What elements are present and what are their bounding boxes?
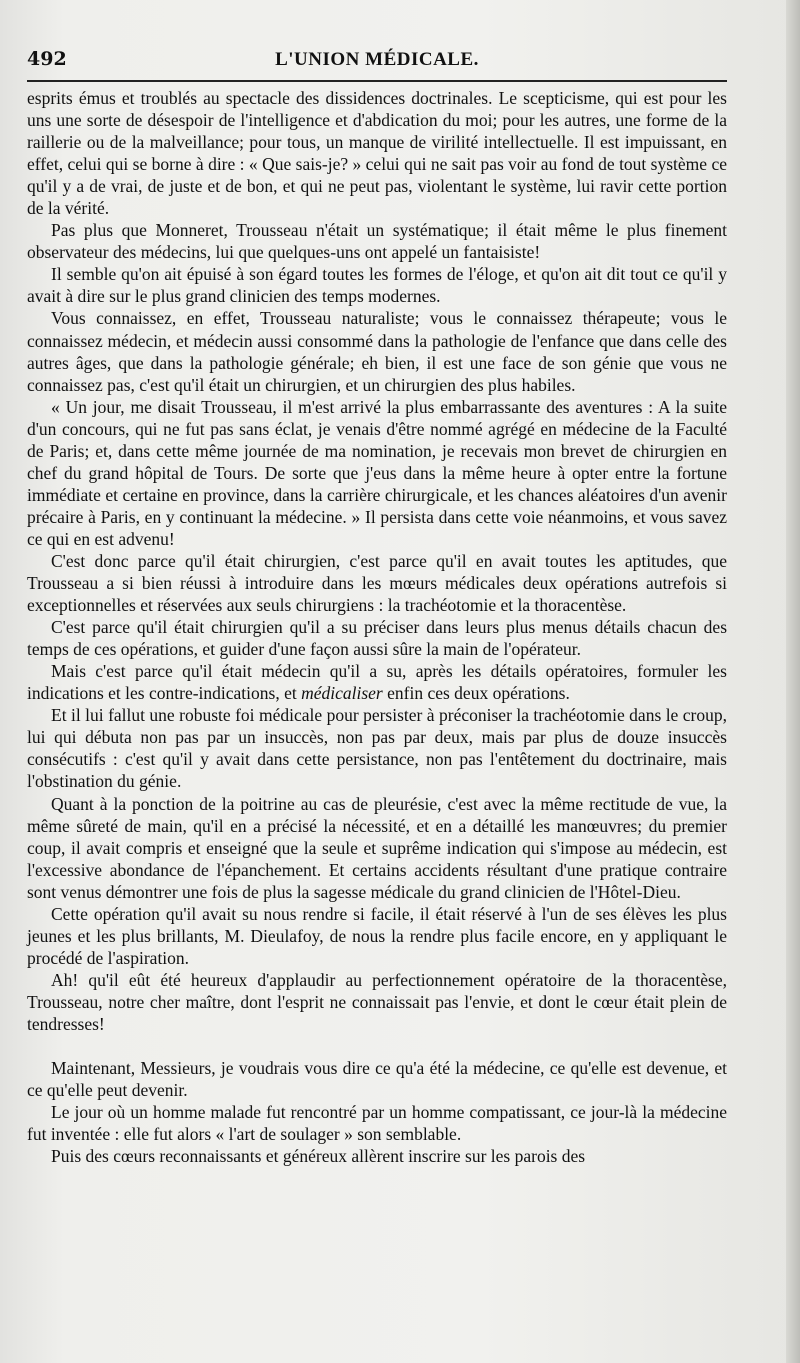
paragraph: C'est donc parce qu'il était chirurgien, c'est parce qu'il en avait toutes les aptitudes, que Trousseau a si bien réussi à introduire dans les mœurs médicales deux opérations autrefois si exceptionnelles et réservées aux seuls chirurgiens : la trachéotomie et la thoracentèse. <box>27 550 727 616</box>
paragraph: Cette opération qu'il avait su nous rendre si facile, il était réservé à l'un de ses élèves les plus jeunes et les plus brillants, M. Dieulafoy, de nous la rendre plus facile encore, en y appliquant le procédé de l'aspiration. <box>27 903 727 968</box>
paragraph-new-section: Maintenant, Messieurs, je voudrais vous dire ce qu'a été la médecine, ce qu'elle est devenue, et ce qu'elle peut devenir. <box>27 1058 727 1101</box>
paragraph: Mais c'est parce qu'il était médecin qu'il a su, après les détails opératoires, formuler les indications et les contre-indications, et médicaliser enfin ces deux opérations. <box>27 661 727 704</box>
paragraph-continued: esprits émus et troublés au spectacle des dissidences doctrinales. Le scepticisme, qui est pour les uns une sorte de désespoir de l'intelligence et d'abdication du moi; pour les autres, une forme de la raillerie ou de la malveillance; pour tous, un manque de virilité intellectuelle. Il est impuissant, en effet, celui qui se borne à dire : « Que sais-je? » celui qui ne sait pas voir au fond de tout système ce qu'il y a de vrai, de juste et de bon, et qui ne peut pas, violentant le système, lui ravir cette portion de la vérité. <box>27 88 727 219</box>
paragraph: Quant à la ponction de la poitrine au cas de pleurésie, c'est avec la même rectitude de vue, la même sûreté de main, qu'il en a précisé la nécessité, et en a détaillé les manœuvres; du premier coup, il avait compris et enseigné que la seule et suprême indication qui s'impose au médecin, est l'excessive abondance de l'épanchement. Et certains accidents résultant d'une pratique contraire sont venus démontrer une fois de plus la sagesse médicale du grand clinicien de l'Hôtel-Dieu. <box>27 793 727 902</box>
paragraph: Puis des cœurs reconnaissants et généreux allèrent inscrire sur les parois des <box>51 1146 586 1167</box>
paragraph: Vous connaissez, en effet, Trousseau naturaliste; vous le connaissez thérapeute; vous le connaissez médecin, et médecin aussi consommé dans la pathologie de l'enfance que dans celle des autres âges, que dans la pathologie générale; eh bien, il est une face de son génie que vous ne connaissez pas, c'est qu'il était un chirurgien, et un chirurgien des plus habiles. <box>27 308 727 395</box>
page-header <box>27 48 727 78</box>
page-edge-shadow <box>786 0 800 1363</box>
paragraph: Pas plus que Monneret, Trousseau n'était un systématique; il était même le plus finement observateur des médecins, lui que quelques-uns ont appelé un fantaisiste! <box>27 220 727 263</box>
paragraph: Ah! qu'il eût été heureux d'applaudir au perfectionnement opératoire de la thoracentèse, Trousseau, notre cher maître, dont l'esprit ne connaissait pas l'envie, et dont le cœur était plein de tendresses! <box>27 969 727 1034</box>
body-text <box>27 87 727 1167</box>
page-number: 492 <box>27 48 67 70</box>
header-rule <box>27 80 727 82</box>
running-title: L'UNION MÉDICALE. <box>275 49 479 70</box>
paragraph: Il semble qu'on ait épuisé à son égard toutes les formes de l'éloge, et qu'on ait dit tout ce qu'il y avait à dire sur le plus grand clinicien des temps modernes. <box>27 264 727 307</box>
paragraph: Et il lui fallut une robuste foi médicale pour persister à préconiser la trachéotomie dans le croup, lui qui débuta non pas par un insuccès, non pas par deux, mais par plus de douze insuccès consécutifs : c'est qu'il y avait dans cette persistance, non pas l'entêtement du doctrinaire, mais l'obstination du génie. <box>27 705 727 792</box>
emphasis: médicaliser <box>301 683 383 704</box>
paragraph: C'est parce qu'il était chirurgien qu'il a su préciser dans leurs plus menus détails chacun des temps de ces opérations, et guider d'une façon aussi sûre la main de l'opérateur. <box>27 617 727 660</box>
paragraph-quotation: « Un jour, me disait Trousseau, il m'est arrivé la plus embarrassante des aventures : A la suite d'un concours, qui ne fut pas sans éclat, je venais d'être nommé agrégé en médecine de la Faculté de Paris; et, dans cette même journée de ma nomination, je recevais mon brevet de chirurgien en chef du grand hôpital de Tours. De sorte que j'eus dans la même heure à opter entre la fortune immédiate et certaine en province, dans la carrière chirurgicale, et les chances aléatoires d'un avenir précaire à Paris, en y continuant la médecine. » Il persista dans cette voie néanmoins, et vous savez ce qui en est advenu! <box>27 396 727 549</box>
paragraph: Le jour où un homme malade fut rencontré par un homme compatissant, ce jour-là la médecine fut inventée : elle fut alors « l'art de soulager » son semblable. <box>27 1102 727 1145</box>
